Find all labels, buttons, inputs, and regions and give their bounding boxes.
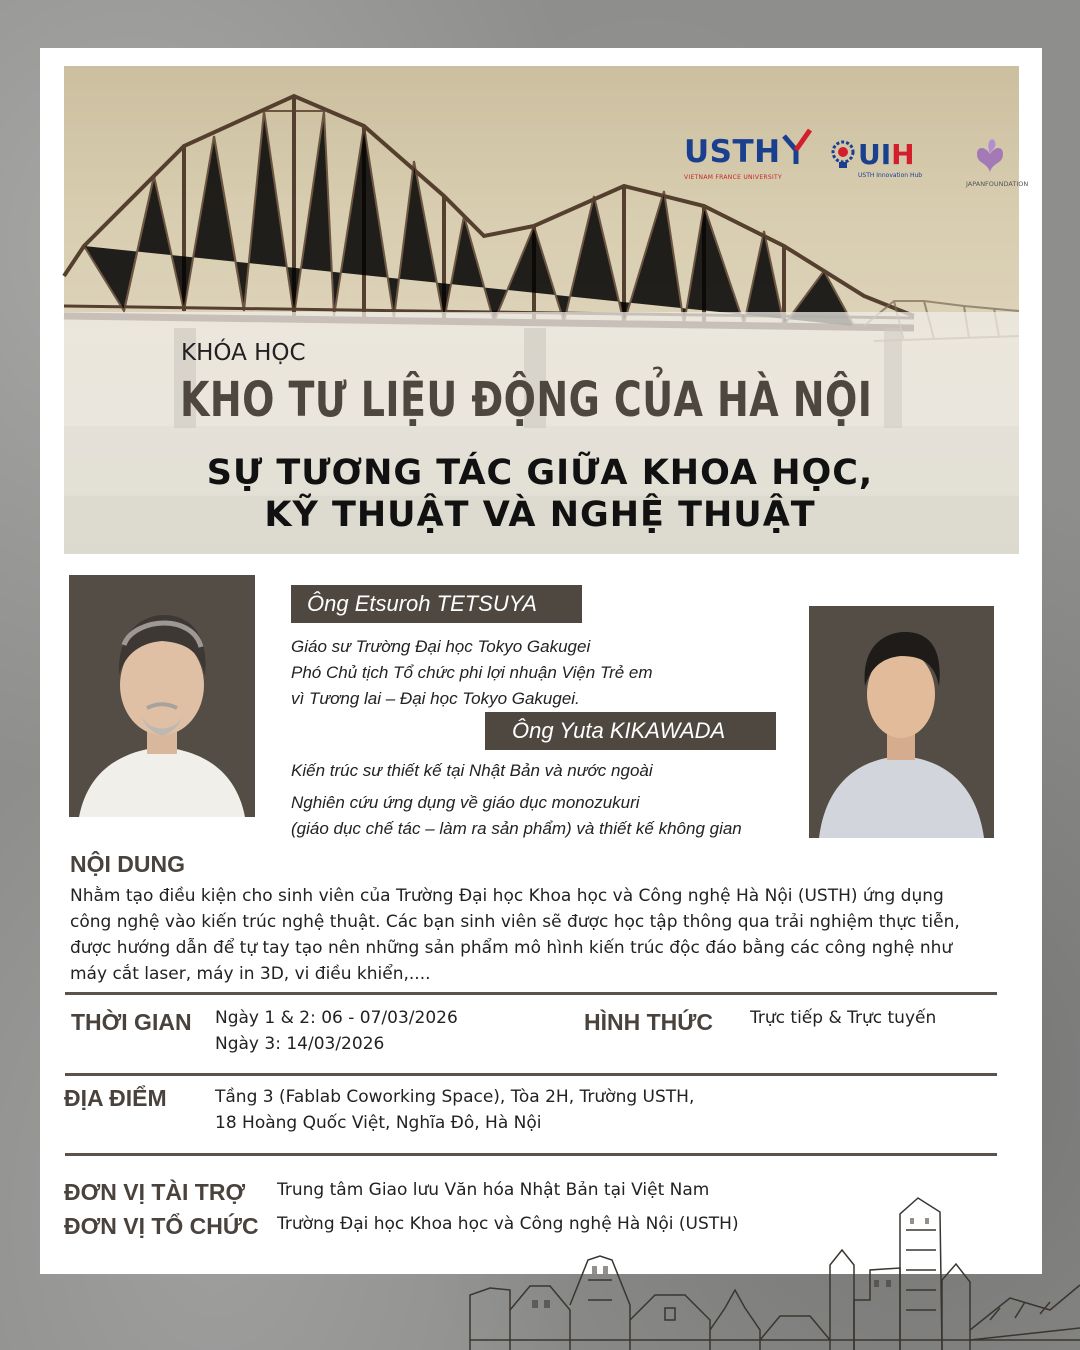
- content-line: được hướng dẫn để tự tay tạo nên những sản phẩm mô hình kiến trúc độc đáo bằng các công nghệ như: [70, 938, 953, 958]
- location-values: [215, 1084, 815, 1136]
- content-body: [70, 883, 990, 987]
- sponsor-heading: ĐƠN VỊ TÀI TRỢ: [64, 1179, 246, 1205]
- speaker-desc-tetsuya: [291, 634, 731, 712]
- usth-logo-subtitle: VIETNAM FRANCE UNIVERSITY: [684, 174, 782, 181]
- usth-y-mark-icon: [782, 128, 812, 166]
- speaker-name-tetsuya-text: Ông Etsuroh TETSUYA: [307, 591, 537, 616]
- speaker-desc-kikawada: [291, 758, 801, 842]
- format-heading: HÌNH THỨC: [584, 1009, 713, 1035]
- speaker-name-tetsuya: [291, 585, 582, 623]
- portrait-image: [809, 606, 994, 838]
- uih-logo-word: UIH: [858, 138, 915, 171]
- desc-line: Nghiên cứu ứng dụng về giáo dục monozukuri: [291, 793, 640, 812]
- logos-group: [684, 134, 1029, 204]
- course-subtitle: [160, 452, 920, 536]
- speaker-name-kikawada-text: Ông Yuta KIKAWADA: [512, 718, 726, 743]
- desc-line: Giáo sư Trường Đại học Tokyo Gakugei: [291, 637, 591, 656]
- course-title: KHO TƯ LIỆU ĐỘNG CỦA HÀ NỘI: [180, 372, 873, 428]
- japan-foundation-logo: [966, 134, 1029, 188]
- time-heading: THỜI GIAN: [71, 1009, 192, 1035]
- sponsor-value: Trung tâm Giao lưu Văn hóa Nhật Bản tại Việt Nam: [277, 1180, 710, 1200]
- desc-line: Phó Chủ tịch Tổ chức phi lợi nhuận Viện Trẻ em: [291, 663, 653, 682]
- format-value: Trực tiếp & Trực tuyến: [750, 1008, 937, 1028]
- time-values: [215, 1005, 555, 1057]
- location-line: Tầng 3 (Fablab Coworking Space), Tòa 2H, Trường USTH,: [215, 1087, 695, 1107]
- uih-logo-text: [858, 138, 915, 171]
- usth-logo: [684, 134, 782, 181]
- uih-logo-subtitle: USTH Innovation Hub: [858, 172, 923, 179]
- speaker-photo-tetsuya: [69, 575, 255, 817]
- gear-bulb-icon: [830, 140, 856, 170]
- content-line: công nghệ vào kiến trúc nghệ thuật. Các bạn sinh viên sẽ được học tập thông qua trải nghiệm thực tiễn,: [70, 912, 960, 932]
- time-line: Ngày 1 & 2: 06 - 07/03/2026: [215, 1008, 458, 1028]
- time-line: Ngày 3: 14/03/2026: [215, 1034, 385, 1054]
- content-heading: NỘI DUNG: [70, 851, 185, 877]
- hanoi-skyline-sketch: [470, 1190, 1080, 1350]
- desc-line: (giáo dục chế tác – làm ra sản phẩm) và thiết kế không gian: [291, 819, 742, 838]
- organizer-heading: ĐƠN VỊ TỔ CHỨC: [64, 1213, 259, 1239]
- content-line: Nhằm tạo điều kiện cho sinh viên của Trường Đại học Khoa học và Công nghệ Hà Nội (USTH) ứng dụng: [70, 886, 944, 906]
- desc-line: vì Tương lai – Đại học Tokyo Gakugei.: [291, 689, 580, 708]
- speaker-name-kikawada: [485, 712, 776, 750]
- divider: [65, 1153, 997, 1156]
- location-heading: ĐỊA ĐIỂM: [64, 1085, 167, 1111]
- organizer-value: Trường Đại học Khoa học và Công nghệ Hà Nội (USTH): [277, 1214, 739, 1234]
- portrait-image: [69, 575, 255, 817]
- course-subtitle-line1: SỰ TƯƠNG TÁC GIỮA KHOA HỌC,: [206, 453, 874, 493]
- divider: [65, 1073, 997, 1076]
- usth-logo-text: USTH: [684, 134, 781, 170]
- course-label: KHÓA HỌC: [181, 340, 306, 366]
- speaker-photo-kikawada: [809, 606, 994, 838]
- location-line: 18 Hoàng Quốc Việt, Nghĩa Đô, Hà Nội: [215, 1113, 542, 1133]
- uih-logo-letter-h: H: [891, 138, 915, 171]
- japan-foundation-text: JAPANFOUNDATION: [966, 180, 1029, 188]
- divider: [65, 992, 997, 995]
- content-line: máy cắt laser, máy in 3D, vi điều khiển,....: [70, 964, 431, 984]
- desc-line: Kiến trúc sư thiết kế tại Nhật Bản và nước ngoài: [291, 761, 653, 780]
- japan-foundation-butterfly-icon: [973, 134, 1007, 174]
- course-subtitle-line2: KỸ THUẬT VÀ NGHỆ THUẬT: [264, 495, 816, 535]
